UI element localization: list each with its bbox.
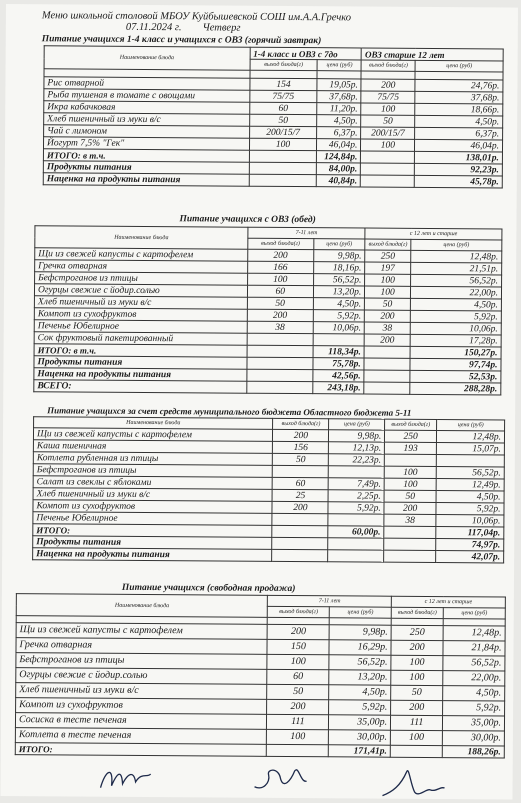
- dish-name: Гречка отварная: [35, 260, 248, 273]
- dish-price: 12,48р.: [443, 626, 505, 641]
- total-label: ИТОГО:: [15, 743, 267, 757]
- dish-output: 100: [390, 730, 442, 745]
- dish-price: 4,50р.: [410, 298, 501, 311]
- markup-value: 45,78р.: [415, 175, 503, 188]
- dish-name: Бефстроганов из птицы: [35, 272, 248, 285]
- col-out-header: выход блюда(г): [361, 60, 415, 71]
- dish-price: 46,04р.: [415, 139, 503, 152]
- dish-name: Котлета рубленная из птицы: [33, 452, 273, 466]
- col-price-header: цена (руб): [415, 60, 503, 72]
- dish-output: 200: [268, 624, 330, 639]
- dish-output: 200: [267, 699, 329, 714]
- dish-output: 60: [249, 102, 317, 114]
- group-header: с 12 лет и старше: [391, 596, 505, 608]
- dish-name: Щи из свежей капусты с картофелем: [16, 623, 268, 640]
- dish-price: 30,00р.: [329, 730, 391, 745]
- dish-output: 200: [391, 640, 443, 655]
- dish-name: Щи из свежей капусты с картофелем: [35, 248, 248, 261]
- dish-price: 18,16р.: [313, 262, 365, 274]
- col-price-header: цена (руб): [317, 60, 361, 71]
- dish-price: 9,98р.: [329, 625, 391, 640]
- total-label: ИТОГО:: [33, 524, 273, 538]
- menu-sheet: [0, 4, 518, 800]
- total-value: 171,41р.: [329, 745, 391, 757]
- dish-name: Бефстроганов из птицы: [16, 653, 268, 670]
- markup-label: Наценка на продукты питания: [33, 548, 273, 562]
- dish-output: 200: [384, 502, 436, 514]
- dish-name: Огурцы свежие с йодир.солью: [34, 284, 247, 297]
- dish-output: 193: [385, 442, 437, 454]
- col-name-header: Наименование блюда: [44, 46, 250, 70]
- dish-price: 5,92р.: [443, 701, 505, 716]
- menu-date-line: [126, 22, 241, 34]
- markup-row: [33, 548, 504, 563]
- group-header: 7-11 лет: [248, 227, 365, 239]
- dish-price: [313, 334, 365, 346]
- group-header: 7-11 лет: [268, 595, 392, 607]
- dish-output: 100: [384, 478, 436, 490]
- dish-price: 22,00р.: [443, 671, 505, 686]
- budget-section-title: Питание учащихся за счет средств муниципального бюджета Областного бюджета 5-11: [47, 405, 412, 418]
- dish-price: 21,51р.: [411, 262, 502, 275]
- dish-name: Хлеб пшеничный из муки в/с: [33, 488, 273, 502]
- dish-name: Сок фруктовый пакетированный: [34, 332, 247, 345]
- dish-price: 4,50р.: [329, 685, 391, 700]
- dish-price: 10,06р.: [410, 322, 501, 335]
- total-row: [15, 743, 504, 758]
- dish-output: 25: [272, 489, 328, 501]
- col-name-header: Наименование блюда: [35, 226, 248, 249]
- dish-price: 5,92р.: [313, 310, 365, 322]
- markup-value: 40,84р.: [317, 175, 361, 187]
- group-header: с 12 лет и старше: [365, 228, 502, 240]
- dish-name: Котлета в тесте печеная: [15, 728, 267, 745]
- dish-name: Печенье Юбелирное: [33, 512, 273, 526]
- dish-price: 56,52р.: [313, 274, 365, 286]
- dish-price: 10,06р.: [313, 322, 365, 334]
- dish-price: 4,50р.: [436, 491, 504, 503]
- dish-price: 13,20р.: [313, 286, 365, 298]
- total-value: 188,26р.: [442, 746, 504, 758]
- dish-output: 60: [273, 477, 329, 489]
- dish-output: 100: [391, 655, 443, 670]
- total-value: 124,84р.: [317, 151, 361, 163]
- breakfast-table: [43, 45, 504, 188]
- dish-output: 200/15/7: [249, 126, 317, 138]
- markup-row: [43, 173, 502, 188]
- total-value: 117,04р.: [436, 527, 504, 539]
- dish-output: 250: [391, 625, 443, 640]
- breakfast-section-title: Питание учащихся 1-4 класс и учащихся с ОВЗ (горячий завтрак): [41, 34, 322, 47]
- free-sale-table: [15, 593, 506, 758]
- dish-name: Сосиска в тесте печеная: [15, 713, 267, 730]
- dish-output: 50: [361, 115, 415, 127]
- col-out-header: выход блюда(г): [273, 418, 329, 429]
- col-price-header: цена (руб): [411, 239, 502, 251]
- dish-price: 4,50р.: [313, 298, 365, 310]
- dish-price: 21,84р.: [443, 641, 505, 656]
- dish-output: 50: [249, 114, 317, 126]
- dish-price: 5,92р.: [329, 700, 391, 715]
- dish-output: 154: [249, 78, 317, 90]
- markup-value: 42,07р.: [436, 551, 504, 563]
- dish-price: [328, 514, 384, 526]
- grand-total-value: 243,18р.: [312, 382, 364, 394]
- dish-output: 200: [272, 501, 328, 513]
- dish-name: Огурцы свежие с йодир.солью: [16, 668, 268, 685]
- dish-price: 16,29р.: [329, 640, 391, 655]
- dish-price: 56,52р.: [443, 656, 505, 671]
- dish-price: 24,76р.: [415, 79, 503, 92]
- dish-price: 37,68р.: [317, 91, 361, 103]
- col-price-header: цена (руб): [443, 608, 505, 619]
- table-group-header: [16, 594, 505, 608]
- dish-output: 75/75: [249, 90, 317, 102]
- grand-total-row: [34, 380, 501, 395]
- dish-name: Рыба тушеная в томате с овощами: [44, 89, 250, 102]
- dish-price: 5,92р.: [328, 502, 384, 514]
- dish-price: 12,48р.: [437, 431, 505, 443]
- dish-output: [247, 333, 313, 345]
- dish-name: Хлеб пшеничный из муки в/с: [44, 113, 250, 126]
- dish-price: 17,28р.: [410, 334, 501, 347]
- total-value: 60,00р.: [328, 526, 384, 538]
- dish-name: Компот из сухофруктов: [34, 308, 247, 321]
- dish-output: 100: [249, 138, 317, 150]
- markup-label: Наценка на продукты питания: [43, 173, 249, 186]
- dish-price: 56,52р.: [329, 655, 391, 670]
- dish-output: 200: [364, 334, 410, 346]
- products-label: Продукты питания: [33, 536, 273, 550]
- dish-price: 15,07р.: [437, 443, 505, 455]
- col-out-header: выход блюда(г): [391, 607, 443, 618]
- dish-price: 11,20р.: [317, 103, 361, 115]
- dish-price: 56,52р.: [411, 274, 502, 287]
- col-out-header: выход блюда(г): [365, 239, 411, 250]
- dish-name: Икра кабачковая: [44, 101, 250, 114]
- col-price-header: цена (руб): [437, 420, 505, 431]
- col-price-header: цена (руб): [330, 607, 392, 618]
- dish-price: 5,92р.: [436, 503, 504, 515]
- dish-output: 100: [267, 654, 329, 669]
- dish-output: 250: [365, 250, 411, 262]
- dish-price: 37,68р.: [415, 91, 503, 104]
- products-label: Продукты питания: [34, 356, 247, 369]
- dish-price: 30,00р.: [442, 731, 504, 746]
- dish-price: 4,50р.: [317, 115, 361, 127]
- lunch-table: [33, 225, 502, 395]
- dish-output: 200: [273, 429, 329, 441]
- menu-weekday: Четверг: [202, 22, 241, 34]
- dish-name: Каша пшеничная: [33, 440, 273, 454]
- dish-output: 250: [385, 430, 437, 442]
- dish-output: 200: [365, 310, 411, 322]
- dish-price: 46,04р.: [317, 139, 361, 151]
- dish-name: Хлеб пшеничный из муки в/с: [34, 296, 247, 309]
- dish-output: 150: [267, 639, 329, 654]
- dish-name: Салат из свеклы с яблоками: [33, 476, 273, 490]
- col-out-header: выход блюда(г): [250, 59, 318, 70]
- group-header: 1-4 класс и ОВЗ с 7до: [250, 47, 362, 60]
- dish-name: Гречка отварная: [16, 638, 268, 655]
- dish-output: 50: [365, 298, 411, 310]
- dish-name: Хлеб пшеничный из муки в/с: [16, 683, 268, 700]
- total-value: 150,27р.: [410, 346, 501, 359]
- total-value: 138,01р.: [415, 151, 503, 164]
- products-value: 97,74р.: [410, 358, 501, 371]
- signature-2: [250, 761, 310, 797]
- dish-price: 6,37р.: [415, 127, 503, 140]
- dish-output: 111: [267, 714, 329, 729]
- dish-output: 166: [248, 261, 314, 273]
- dish-output: 50: [273, 453, 329, 465]
- dish-price: 10,06р.: [436, 515, 504, 527]
- dish-output: 100: [361, 103, 415, 115]
- dish-price: 13,20р.: [329, 670, 391, 685]
- dish-output: 100: [384, 466, 436, 478]
- dish-name: Бефстроганов из птицы: [33, 464, 273, 478]
- dish-price: 12,49р.: [436, 479, 504, 491]
- dish-price: 7,49р.: [328, 478, 384, 490]
- total-label: ИТОГО: в т.ч.: [34, 344, 247, 357]
- dish-output: 200: [361, 79, 415, 91]
- group-header: ОВЗ старше 12 лет: [362, 48, 504, 61]
- dish-output: 100: [247, 273, 313, 285]
- dish-output: 50: [267, 684, 329, 699]
- signature-1: [95, 760, 155, 796]
- dish-price: 22,23р.: [329, 454, 385, 466]
- dish-output: 38: [247, 321, 313, 333]
- menu-date: 07.11.2024 г.: [125, 21, 182, 34]
- dish-price: 2,25р.: [328, 490, 384, 502]
- dish-price: 12,13р.: [329, 442, 385, 454]
- grand-total-value: 288,28р.: [410, 382, 501, 395]
- dish-price: 12,48р.: [411, 250, 502, 263]
- dish-price: 4,50р.: [443, 686, 505, 701]
- dish-price: 9,98р.: [313, 250, 365, 262]
- dish-output: 60: [267, 669, 329, 684]
- total-label: ИТОГО: в т.ч.: [43, 149, 249, 162]
- col-price-header: цена (руб): [329, 419, 385, 430]
- markup-value: 52,53р.: [410, 370, 501, 383]
- free-sale-section-title: Питание учащихся (свободная продажа): [121, 582, 296, 595]
- dish-output: 200: [391, 700, 443, 715]
- dish-price: 5,92р.: [410, 310, 501, 323]
- dish-output: 75/75: [361, 91, 415, 103]
- markup-label: Наценка на продукты питания: [34, 368, 247, 381]
- dish-output: 100: [361, 139, 415, 151]
- dish-output: 111: [391, 715, 443, 730]
- signature-3: [378, 762, 448, 802]
- dish-output: [272, 513, 328, 525]
- dish-output: 200: [248, 249, 314, 261]
- col-name-header: Наименование блюда: [16, 594, 268, 618]
- dish-name: Компот из сухофруктов: [33, 500, 273, 514]
- dish-output: 100: [365, 274, 411, 286]
- dish-output: 50: [247, 297, 313, 309]
- dish-output: 38: [384, 514, 436, 526]
- dish-price: 9,98р.: [329, 430, 385, 442]
- col-price-header: цена (руб): [313, 239, 365, 250]
- dish-name: Рис отварной: [44, 77, 250, 90]
- dish-output: 156: [273, 441, 329, 453]
- school-title: Меню школьной столовой МБОУ Куйбышевской СОШ им.А.А.Гречко: [41, 10, 352, 24]
- lunch-section-title: Питание учащихся с ОВЗ (обед): [179, 214, 316, 226]
- dish-output: 100: [365, 286, 411, 298]
- dish-price: 6,37р.: [317, 127, 361, 139]
- dish-output: 60: [247, 285, 313, 297]
- dish-name: Компот из сухофруктов: [16, 698, 268, 715]
- grand-total-label: ВСЕГО:: [34, 380, 247, 393]
- dish-output: 197: [365, 262, 411, 274]
- dish-output: [273, 465, 329, 477]
- dish-price: [436, 455, 504, 467]
- products-label: Продукты питания: [43, 161, 249, 174]
- dish-name: Щи из свежей капусты с картофелем: [33, 428, 273, 442]
- dish-output: 100: [391, 670, 443, 685]
- dish-price: [329, 466, 385, 478]
- dish-price: 4,50р.: [415, 115, 503, 128]
- budget-table: [32, 416, 505, 563]
- dish-output: [385, 454, 437, 466]
- products-value: 84,00р.: [317, 163, 361, 175]
- products-value: 75,78р.: [312, 358, 364, 370]
- markup-value: 42,56р.: [312, 370, 364, 382]
- col-name-header: Наименование блюда: [34, 417, 274, 430]
- dish-price: 56,52р.: [436, 467, 504, 479]
- dish-output: 50: [391, 685, 443, 700]
- dish-price: 35,00р.: [329, 715, 391, 730]
- dish-price: 18,66р.: [415, 103, 503, 116]
- dish-output: 200/15/7: [361, 127, 415, 139]
- dish-name: Йогурт 7,5% "Гек": [43, 137, 249, 150]
- dish-output: 200: [247, 309, 313, 321]
- col-out-header: выход блюда(г): [385, 419, 437, 430]
- dish-output: 50: [384, 490, 436, 502]
- dish-price: 19,05р.: [317, 79, 361, 91]
- products-value: 92,23р.: [415, 163, 503, 176]
- col-out-header: выход блюда(г): [248, 238, 314, 249]
- dish-name: Печенье Юбелирное: [34, 320, 247, 333]
- dish-output: 38: [364, 322, 410, 334]
- total-value: 118,34р.: [313, 346, 365, 358]
- dish-output: 100: [267, 729, 329, 744]
- col-out-header: выход блюда(г): [268, 606, 330, 617]
- dish-name: Чай с лимоном: [44, 125, 250, 138]
- dish-price: 22,00р.: [410, 286, 501, 299]
- products-value: 74,97р.: [436, 539, 504, 551]
- dish-price: 35,00р.: [443, 716, 505, 731]
